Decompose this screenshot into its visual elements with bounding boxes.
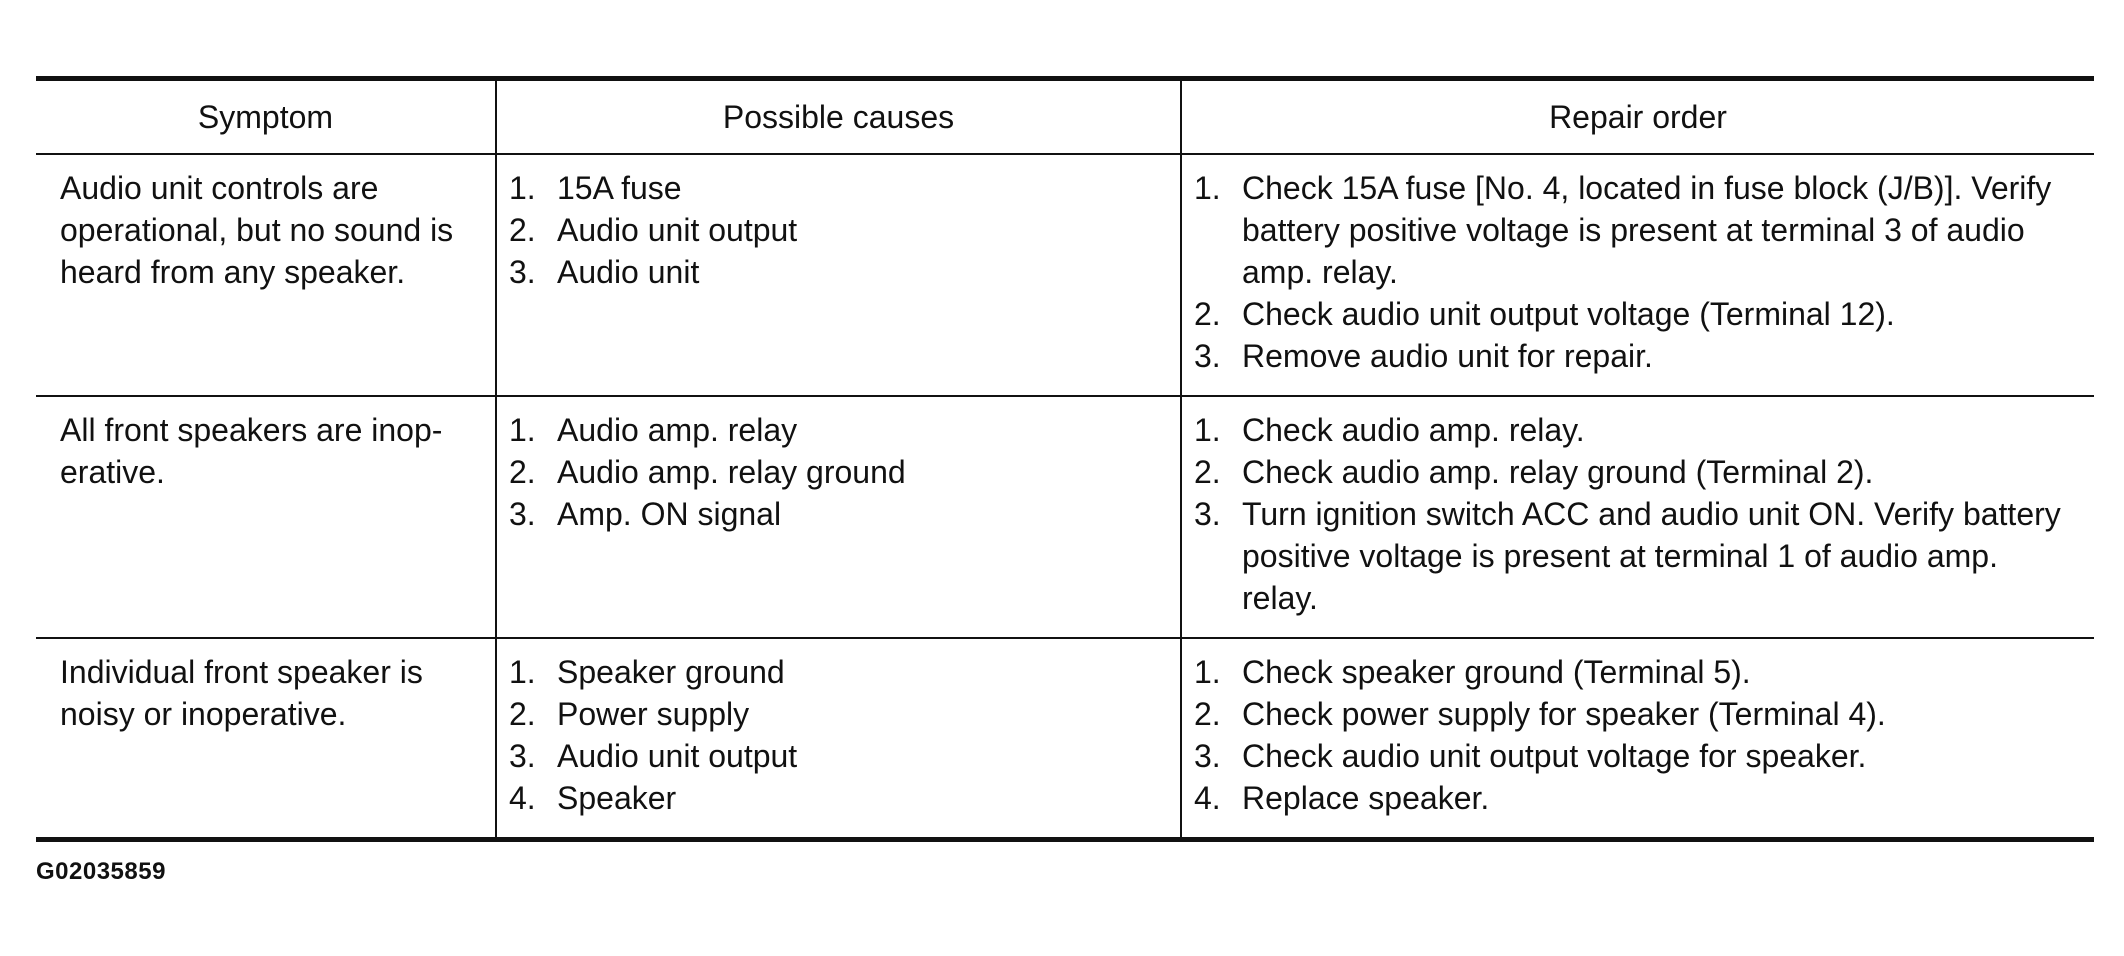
item-number: 3.	[1194, 496, 1221, 532]
list-item	[509, 651, 1164, 693]
list-item	[509, 409, 1164, 451]
item-text: Audio amp. relay	[557, 412, 798, 448]
item-number: 2.	[1194, 296, 1221, 332]
symptom-cell: All front speakers are inop-erative.	[36, 396, 496, 638]
causes-cell	[496, 154, 1181, 396]
list-item	[1194, 167, 2078, 293]
item-text: Check 15A fuse [No. 4, located in fuse block (J/B)]. Verify battery positive voltage is present at terminal 3 of audio amp. relay.	[1242, 170, 2052, 290]
table-row	[36, 154, 2094, 396]
repair-list	[1194, 651, 2078, 819]
item-text: Check audio amp. relay.	[1242, 412, 1585, 448]
item-text: Check audio unit output voltage (Terminal 12).	[1242, 296, 1895, 332]
table-header-row	[36, 79, 2094, 155]
list-item	[509, 451, 1164, 493]
item-text: Audio unit output	[557, 212, 798, 248]
item-text: Amp. ON signal	[557, 496, 782, 532]
item-number: 2.	[509, 454, 536, 490]
list-item	[1194, 693, 2078, 735]
item-number: 1.	[1194, 654, 1221, 690]
table-row	[36, 396, 2094, 638]
causes-cell	[496, 396, 1181, 638]
list-item	[1194, 651, 2078, 693]
item-number: 2.	[509, 212, 536, 248]
header-symptom: Symptom	[36, 79, 496, 155]
item-text: Audio unit	[557, 254, 700, 290]
troubleshooting-table-container	[36, 76, 2094, 842]
item-number: 2.	[509, 696, 536, 732]
list-item	[509, 251, 1164, 293]
item-text: Speaker ground	[557, 654, 785, 690]
item-number: 2.	[1194, 454, 1221, 490]
header-possible-causes: Possible causes	[496, 79, 1181, 155]
causes-list	[509, 409, 1164, 535]
item-text: 15A fuse	[557, 170, 682, 206]
item-number: 3.	[1194, 738, 1221, 774]
item-number: 3.	[509, 496, 536, 532]
list-item	[1194, 451, 2078, 493]
list-item	[509, 693, 1164, 735]
repair-list	[1194, 409, 2078, 619]
repair-cell	[1181, 396, 2094, 638]
item-text: Check speaker ground (Terminal 5).	[1242, 654, 1751, 690]
item-text: Turn ignition switch ACC and audio unit ON. Verify battery positive voltage is present at terminal 1 of audio amp. relay.	[1242, 496, 2061, 616]
list-item	[509, 735, 1164, 777]
item-text: Check audio amp. relay ground (Terminal 2).	[1242, 454, 1874, 490]
list-item	[509, 493, 1164, 535]
list-item	[1194, 493, 2078, 619]
list-item	[1194, 293, 2078, 335]
item-number: 3.	[509, 738, 536, 774]
item-text: Remove audio unit for repair.	[1242, 338, 1653, 374]
repair-list	[1194, 167, 2078, 377]
table-row	[36, 638, 2094, 840]
item-number: 2.	[1194, 696, 1221, 732]
list-item	[1194, 777, 2078, 819]
table-body	[36, 154, 2094, 840]
symptom-cell: Individual front speaker is noisy or inoperative.	[60, 654, 423, 732]
item-number: 1.	[509, 170, 536, 206]
item-text: Check power supply for speaker (Terminal 4).	[1242, 696, 1886, 732]
item-text: Replace speaker.	[1242, 780, 1490, 816]
repair-cell	[1181, 154, 2094, 396]
header-repair-order: Repair order	[1181, 79, 2094, 155]
symptom-cell: Audio unit controls are operational, but no sound is heard from any speaker.	[36, 154, 496, 396]
item-number: 1.	[1194, 412, 1221, 448]
item-number: 1.	[1194, 170, 1221, 206]
item-text: Audio unit output	[557, 738, 798, 774]
figure-id: G02035859	[36, 858, 166, 885]
list-item	[509, 167, 1164, 209]
list-item	[1194, 335, 2078, 377]
item-text: Speaker	[557, 780, 677, 816]
list-item	[509, 209, 1164, 251]
list-item	[509, 777, 1164, 819]
item-number: 4.	[509, 780, 536, 816]
item-number: 3.	[1194, 338, 1221, 374]
item-text: Power supply	[557, 696, 750, 732]
list-item	[1194, 409, 2078, 451]
repair-cell	[1181, 638, 2094, 840]
list-item	[1194, 735, 2078, 777]
causes-list	[509, 167, 1164, 293]
item-number: 3.	[509, 254, 536, 290]
causes-list	[509, 651, 1164, 819]
item-number: 4.	[1194, 780, 1221, 816]
item-text: Audio amp. relay ground	[557, 454, 906, 490]
item-number: 1.	[509, 654, 536, 690]
causes-cell	[496, 638, 1181, 840]
item-number: 1.	[509, 412, 536, 448]
item-text: Check audio unit output voltage for speaker.	[1242, 738, 1867, 774]
troubleshooting-table	[36, 76, 2094, 842]
